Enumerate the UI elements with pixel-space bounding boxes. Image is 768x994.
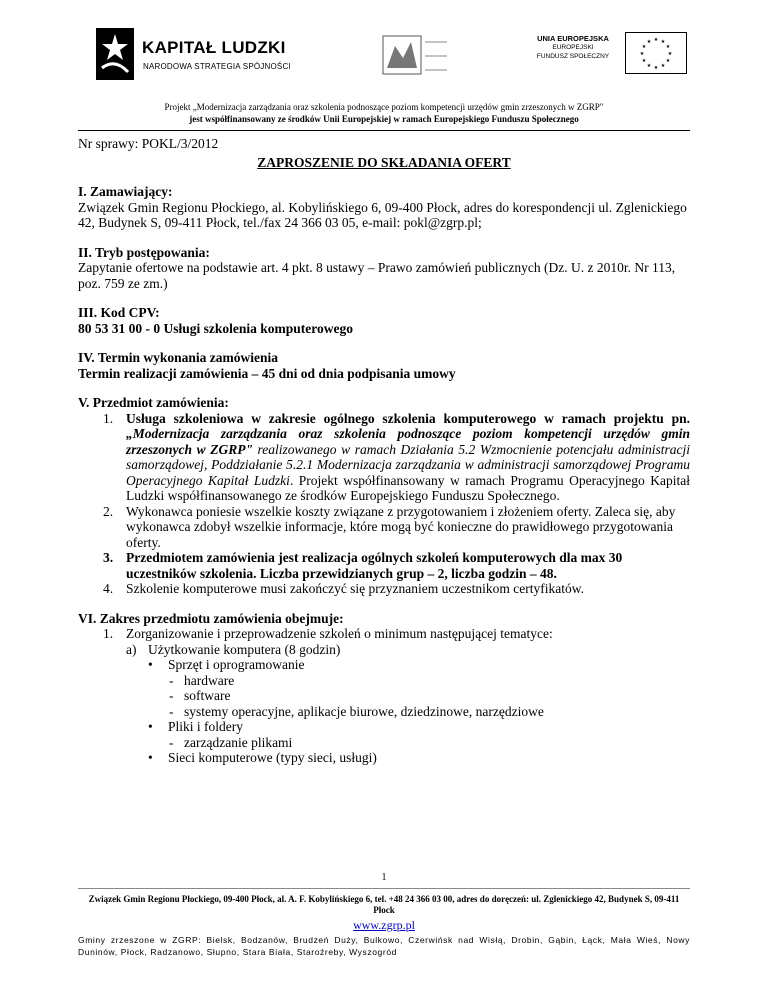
bullet-icon: • (148, 750, 153, 765)
section5-heading: V. Przedmiot zamówienia: (78, 395, 229, 410)
dash-item (126, 735, 690, 751)
case-number: Nr sprawy: POKL/3/2012 (78, 136, 219, 151)
page-number: 1 (381, 872, 387, 883)
section1-heading: I. Zamawiający: (78, 184, 173, 199)
section6-sublist (103, 642, 690, 766)
svg-text:★: ★ (653, 37, 659, 43)
bullet-item (126, 657, 690, 673)
header-logos (96, 22, 696, 84)
eu-label-line3: FUNDUSZ SPOŁECZNY (536, 53, 610, 60)
sublist-item-a-text: Użytkowanie komputera (8 godzin) (148, 641, 341, 657)
kapital-ludzki-subtitle: NARODOWA STRATEGIA SPÓJNOŚCI (143, 62, 291, 71)
footer (78, 894, 690, 958)
section4-body: Termin realizacji zamówienia – 45 dni od dnia podpisania umowy (78, 365, 456, 381)
dash-icon: - (169, 688, 174, 703)
svg-text:★: ★ (665, 58, 671, 64)
dash-icon: - (169, 734, 174, 750)
eu-label-line1: UNIA EUROPEJSKA (537, 34, 609, 43)
svg-text:★: ★ (639, 51, 645, 57)
list-item (103, 550, 690, 581)
footer-website-link[interactable]: www.zgrp.pl (353, 918, 415, 932)
list-item (103, 504, 690, 551)
document-body (78, 136, 690, 766)
bullet-item (126, 750, 690, 766)
list-item-number: 2. (103, 503, 114, 519)
section5-list (78, 411, 690, 597)
project-line2: jest współfinansowany ze środków Unii Europejskiej w ramach Europejskiego Funduszu Społecznego (189, 114, 579, 124)
dash-item (126, 704, 690, 720)
list-item-number: 3. (103, 550, 114, 565)
svg-text:★: ★ (646, 39, 652, 45)
bullet-text: Pliki i foldery (168, 719, 243, 734)
item3-text: Przedmiotem zamówienia jest realizacja ogólnych szkoleń komputerowych dla max 30 uczestników szkolenia. Liczba przewidzianych grup – 2, liczba godzin – 48. (126, 550, 623, 581)
dash-text: systemy operacyjne, aplikacje biurowe, dziedzinowe, narzędziowe (184, 703, 544, 719)
svg-text:★: ★ (641, 58, 647, 64)
item1-program: realizowanego w ramach Działania 5.2 Wzmocnienie potencjału administracji samorządowej, Poddziałanie 5.2.1 Modernizacja zarządzania w administracji samorządowej Programu Operacyjnego Kapitał Ludzki (126, 441, 690, 488)
zgrp-logo-icon (381, 32, 451, 80)
dash-text: hardware (184, 672, 235, 688)
list-item (103, 581, 690, 597)
svg-text:★: ★ (665, 44, 671, 50)
kapital-ludzki-emblem-icon (96, 28, 134, 80)
bullet-icon: • (148, 657, 153, 672)
eu-fund-label (528, 34, 618, 61)
eu-flag-icon (625, 32, 687, 74)
dash-icon: - (169, 703, 174, 719)
dash-text: software (184, 688, 231, 703)
footer-member-communes: Gminy zrzeszone w ZGRP: Bielsk, Bodzanów, Brudzeń Duży, Bulkowo, Czerwińsk nad Wisłą, Drobin, Gąbin, Łąck, Mała Wieś, Nowy Duninów, Płock, Radzanowo, Słupno, Stara Biała, Staroźreby, Wyszogród (78, 935, 690, 957)
svg-text:★: ★ (660, 63, 666, 69)
bullet-icon: • (148, 719, 153, 734)
kapital-ludzki-title: KAPITAŁ LUDZKI (142, 38, 286, 57)
project-line1: Projekt „Modernizacja zarządzania oraz szkolenia podnoszące poziom kompetencji urzędów gmin zrzeszonych w ZGRP" (164, 102, 604, 112)
section6-item1-text: Zorganizowanie i przeprowadzenie szkoleń o minimum następującej tematyce: (126, 626, 553, 641)
bullet-text: Sieci komputerowe (typy sieci, usługi) (168, 750, 377, 765)
item1-project-name: „Modernizacja zarządzania oraz szkolenia podnoszące poziom kompetencji urzędów gmin zrzeszonych w ZGRP" (126, 426, 690, 457)
section4-heading: IV. Termin wykonania zamówienia (78, 350, 279, 365)
svg-text:★: ★ (660, 39, 666, 45)
kapital-ludzki-logo (96, 28, 331, 80)
section6-list (78, 626, 690, 766)
section6-heading: VI. Zakres przedmiotu zamówienia obejmuje: (78, 610, 344, 626)
dash-item (126, 673, 690, 689)
dash-icon: - (169, 672, 174, 688)
list-item (103, 626, 690, 642)
item4-text: Szkolenie komputerowe musi zakończyć się przyznaniem uczestnikom certyfikatów. (126, 581, 584, 596)
svg-text:★: ★ (653, 65, 659, 71)
item2-text: Wykonawca poniesie wszelkie koszty związane z przygotowaniem i złożeniem oferty. Zaleca się, aby wykonawca zdobył wszelkie informacje, które mogą być konieczne do prawidłowego przygotowania oferty. (126, 503, 676, 550)
eu-label-line2: EUROPEJSKI (552, 44, 594, 51)
item1-cofinance: . Projekt współfinansowany w ramach Programu Operacyjnego Kapitał Ludzki współfinansowanego ze środków Europejskiego Funduszu Społecznego. (126, 472, 691, 503)
footer-address: Związek Gmin Regionu Płockiego, 09-400 Płock, al. A. F. Kobylińskiego 6, tel. +48 24 366 03 00, adres do doręczeń: ul. Zglenickiego 42, Budynek S, 09-411 Płock (88, 894, 680, 915)
list-item-number: 4. (103, 581, 114, 596)
section2-body: Zapytanie ofertowe na podstawie art. 4 pkt. 8 ustawy – Prawo zamówień publicznych (Dz. U. z 2010r. Nr 113, poz. 759 ze zm.) (78, 260, 676, 291)
header-divider (78, 130, 690, 131)
list-item (103, 411, 690, 504)
sublist-item-a (126, 642, 690, 658)
item1-lead: Usługa szkoleniowa w zakresie ogólnego szkolenia komputerowego w ramach projektu pn. (126, 410, 690, 426)
svg-text:★: ★ (646, 63, 652, 69)
section2-heading: II. Tryb postępowania: (78, 244, 210, 260)
document-title: ZAPROSZENIE DO SKŁADANIA OFERT (257, 154, 511, 170)
list-item-number: 1. (103, 626, 114, 641)
section1-body: Związek Gmin Regionu Płockiego, al. Kobylińskiego 6, 09-400 Płock, adres do korespondencji ul. Zglenickiego 42, Budynek S, 09-411 Płock, tel./fax 24 366 03 05, e-mail: pokl@zgrp.pl; (78, 199, 687, 230)
sublist-item-letter: a) (126, 641, 137, 657)
section3-body: 80 53 31 00 - 0 Usługi szkolenia komputerowego (78, 320, 354, 336)
bullet-text: Sprzęt i oprogramowanie (168, 657, 305, 672)
section3-heading: III. Kod CPV: (78, 305, 160, 320)
svg-text:★: ★ (667, 51, 673, 57)
list-item-number: 1. (103, 410, 114, 426)
svg-text:★: ★ (641, 44, 647, 50)
footer-divider (78, 888, 690, 889)
dash-text: zarządzanie plikami (184, 734, 293, 750)
project-header (40, 101, 728, 125)
bullet-item (126, 719, 690, 735)
dash-item (126, 688, 690, 704)
